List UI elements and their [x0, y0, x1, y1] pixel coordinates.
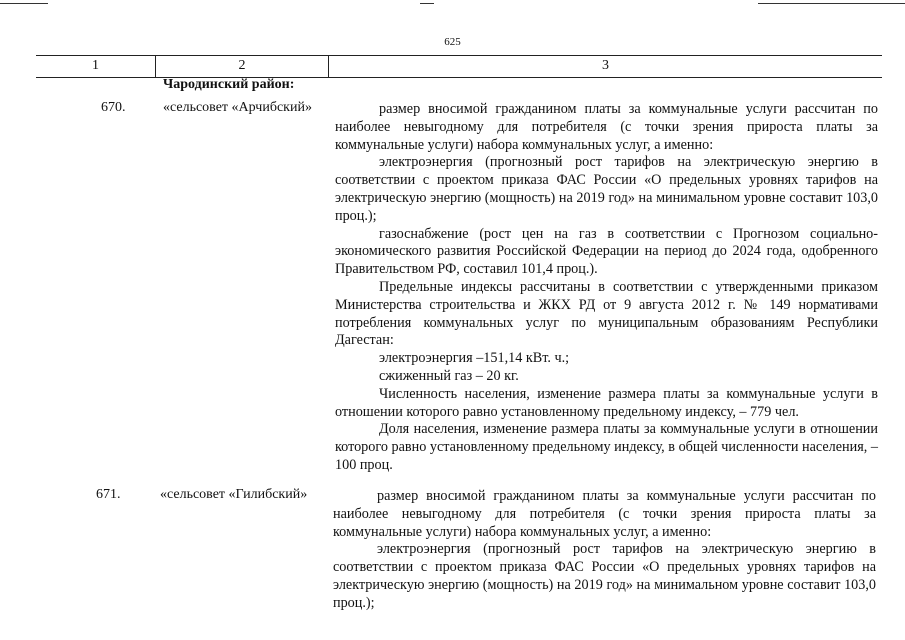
- entry-text-671: [333, 488, 876, 613]
- council-name: «сельсовет «Гилибский»: [160, 487, 308, 502]
- paragraph: размер вносимой гражданином платы за коммунальные услуги рассчитан по наиболее невыгодному для потребителя (с точки зрения прироста платы за коммунальные услуги) набора коммунальных услуг, а именно:: [335, 101, 878, 153]
- paragraph: Доля населения, изменение размера платы за коммунальные услуги в отношении которого равно установленному предельному индексу, в общей численности населения, – 100 проц.: [335, 421, 878, 473]
- paragraph: электроэнергия (прогнозный рост тарифов на электрическую энергию в соответствии с проектом приказа ФАС России «О предельных уровнях тарифов на электрическую энергию (мощность) на 2019 год» на минимальном уровне составит 103,0 проц.);: [335, 154, 878, 224]
- table-top-rule: [36, 55, 882, 56]
- district-title: Чародинский район:: [163, 77, 295, 92]
- paragraph: сжиженный газ – 20 кг.: [379, 367, 519, 384]
- council-name: «сельсовет «Арчибский»: [163, 100, 312, 115]
- paragraph: Предельные индексы рассчитаны в соответствии с утвержденными приказом Министерства строительства и ЖКХ РД от 9 августа 2012 г. № 149 нормативами потребления коммунальных услуг по муниципальным образованиям Республики Дагестан:: [335, 278, 878, 349]
- column-header-3: 3: [602, 58, 609, 73]
- column-header-2: 2: [238, 58, 246, 73]
- entry-number: 670.: [101, 100, 126, 115]
- page-number: 625: [444, 36, 461, 48]
- paragraph: Численность населения, изменение размера платы за коммунальные услуги в отношении которого равно установленному предельному индексу, – 779 чел.: [335, 385, 878, 420]
- paragraph: газоснабжение (рост цен на газ в соответствии с Прогнозом социально-экономического развития Российской Федерации на период до 2024 года, одобренного Правительством РФ, составил 101,4 проц.).: [335, 225, 878, 278]
- entry-number: 671.: [96, 487, 121, 502]
- entry-text-670: [335, 101, 878, 475]
- column-header-1: 1: [92, 58, 99, 73]
- paragraph: размер вносимой гражданином платы за коммунальные услуги рассчитан по наиболее невыгодному для потребителя (с точки зрения прироста платы за коммунальные услуги) набора коммунальных услуг, а именно:: [333, 488, 876, 540]
- paragraph: электроэнергия (прогнозный рост тарифов на электрическую энергию в соответствии с проектом приказа ФАС России «О предельных уровнях тарифов на электрическую энергию (мощность) на 2019 год» на минимальном уровне составит 103,0 проц.);: [333, 541, 876, 611]
- paragraph: электроэнергия –151,14 кВт. ч.;: [379, 350, 570, 367]
